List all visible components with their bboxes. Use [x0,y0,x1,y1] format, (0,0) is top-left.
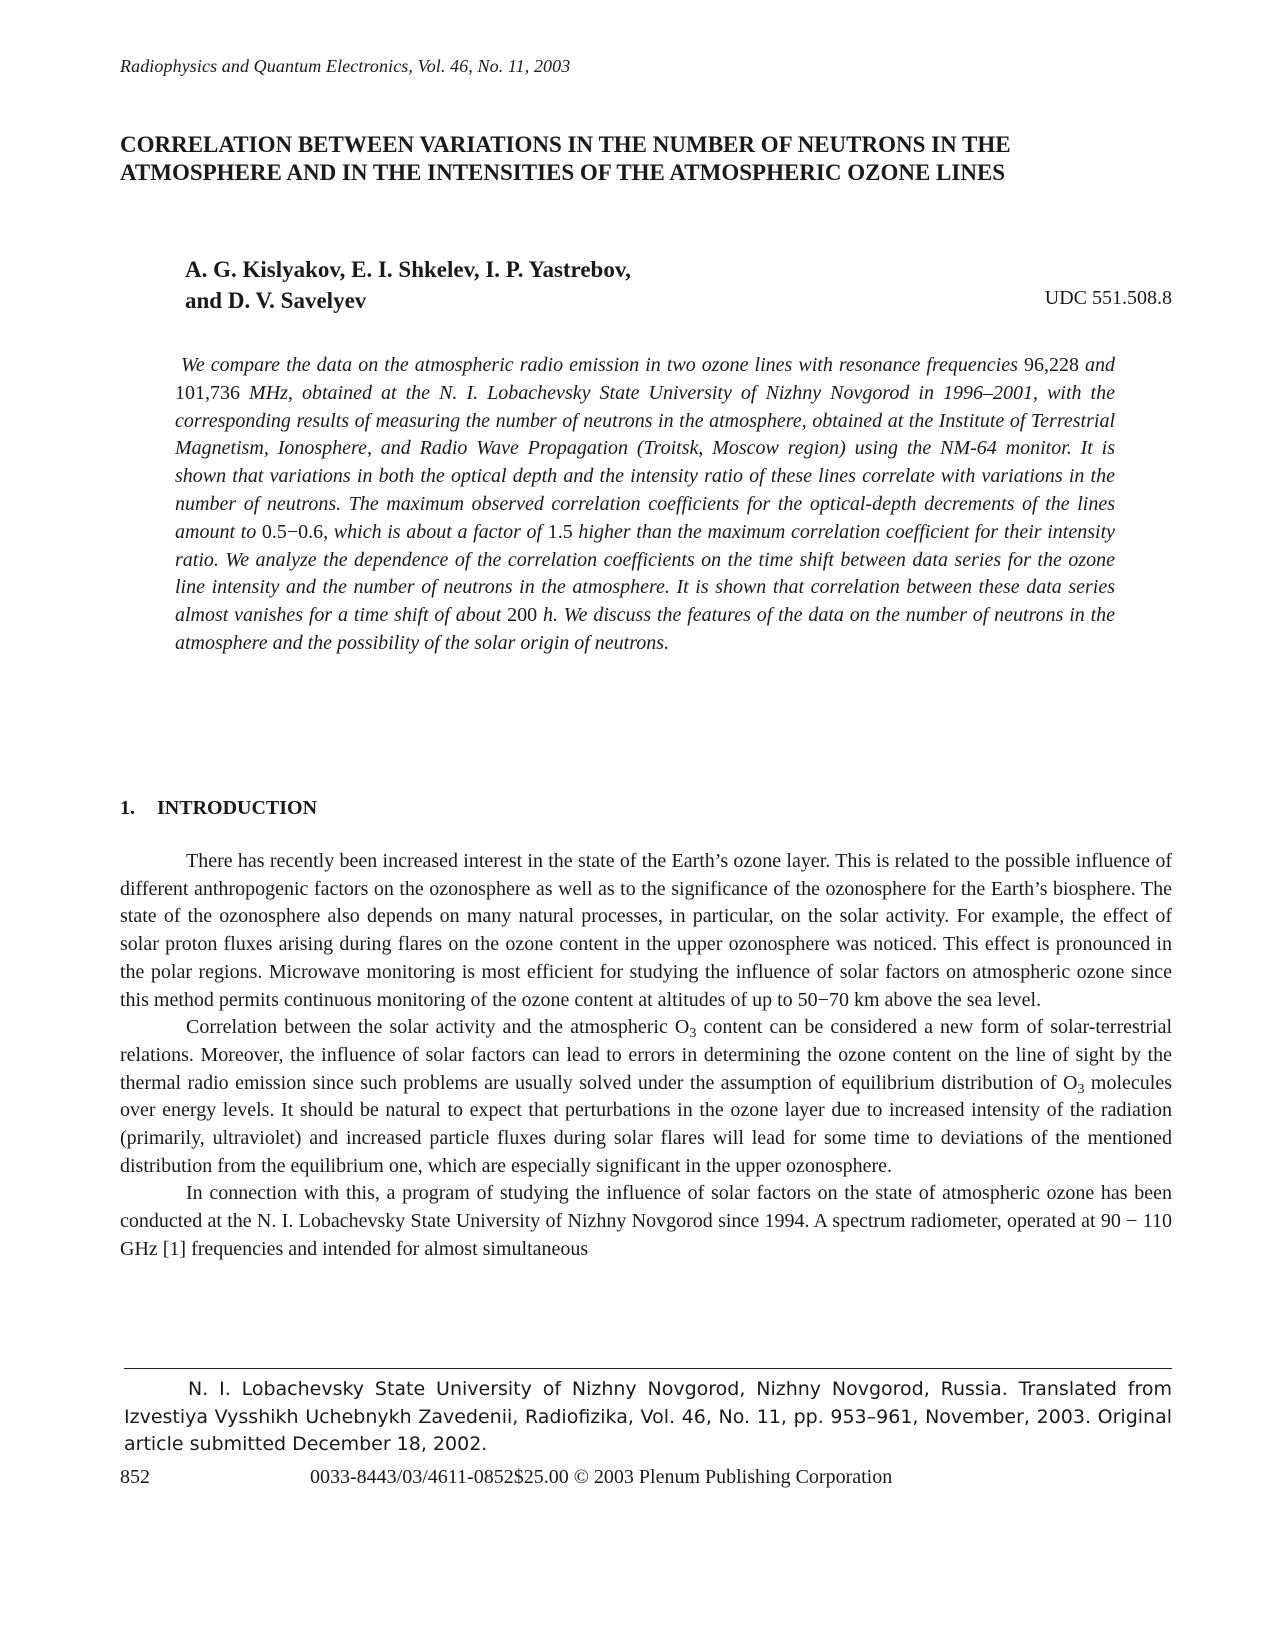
paragraph-2-part-a: Correlation between the solar activity and the atmospheric O [186,1016,690,1039]
time-shift: 200 [507,604,538,627]
abstract-text-1: We compare the data on the atmospheric radio emission in two ozone lines with resonance frequencies [181,354,1018,376]
correlation-range: 0.5−0.6 [261,520,324,543]
paragraph-2-part-b: content can be considered a new form of solar-terrestrial relations. Moreover, the influence of solar factors can lead to errors in determining the ozone content on the line of sight by the thermal radio emission since such problems are usually solved under the assumption of equilibrium distribution of O [120,1016,1172,1094]
section-number: 1. [120,797,135,819]
abstract-text-3: MHz, obtained at the N. I. Lobachevsky State University of Nizhny Novgorod in 1996–2001, with the corresponding results of measuring the number of neutrons in the atmosphere, obtained at the Institute of Terrestrial Magnetism, Ionosphere, and Radio Wave Propagation (Troitsk, Moscow region) using the NM-64 monitor. It is shown that variations in both the optical depth and the intensity ratio of these lines correlate with variations in the number of neutrons. The maximum observed correlation coefficients for the optical-depth decrements of the lines amount to [175,381,1115,543]
footnote: N. I. Lobachevsky State University of Nizhny Novgorod, Nizhny Novgorod, Russia. Translated from Izvestiya Vysshikh Uchebnykh Zavedenii, Radiofizika, Vol. 46, No. 11, pp. 953–961, November, 2003. Original article submitted December 18, 2002. [124,1378,1172,1455]
abstract [175,352,1115,658]
copyright-line: 0033-8443/03/4611-0852$25.00 © 2003 Plenum Publishing Corporation [310,1466,893,1488]
authors-line-2: and D. V. Savelyev [185,288,367,313]
abstract-text-2: and [1085,354,1116,376]
page-number: 852 [120,1466,150,1488]
correlation-factor: 1.5 [547,520,573,543]
paragraph-1: There has recently been increased interest in the state of the Earth’s ozone layer. This is related to the possible influence of different anthropogenic factors on the ozonosphere as well as to the significance of the ozonosphere for the Earth’s biosphere. The state of the ozonosphere also depends on many natural processes, in particular, on the solar activity. For example, the effect of solar proton fluxes arising during flares on the ozone content in the upper ozonosphere was noticed. This effect is pronounced in the polar regions. Microwave monitoring is most efficient for studying the influence of solar factors on atmospheric ozone since this method permits continuous monitoring of the ozone content at altitudes of up to 50−70 km above the sea level. [120,850,1172,1011]
frequency-2: 101,736 [175,381,240,404]
abstract-text-6: h. We discuss the features of the data on the number of neutrons in the atmosphere and the possibility of the solar origin of neutrons. [175,604,1116,654]
section-heading [120,797,317,820]
journal-header: Radiophysics and Quantum Electronics, Vol. 46, No. 11, 2003 [120,56,571,76]
abstract-text-4: , which is about a factor of [323,520,543,543]
subscript-3: 3 [1077,1081,1085,1097]
body-text [120,848,1172,1264]
section-title: INTRODUCTION [157,797,318,819]
paragraph-3: In connection with this, a program of studying the influence of solar factors on the state of atmospheric ozone has been conducted at the N. I. Lobachevsky State University of Nizhny Novgorod since 1994. A spectrum radiometer, operated at 90 − 110 GHz [1] frequencies and intended for almost simultaneous [120,1182,1172,1260]
footnote-divider [124,1368,1172,1369]
abstract-text-5: higher than the maximum correlation coefficient for their intensity ratio. We analyze the dependence of the correlation coefficients on the time shift between data series for the ozone line intensity and the number of neutrons in the atmosphere. It is shown that correlation between these data series almost vanishes for a time shift of about [175,520,1116,627]
paragraph-2 [120,1014,1172,1180]
article-title: CORRELATION BETWEEN VARIATIONS IN THE NUMBER OF NEUTRONS IN THE ATMOSPHERE AND IN THE INTENSITIES OF THE ATMOSPHERIC OZONE LINES [120,132,1011,185]
paragraph-2-part-c: molecules over energy levels. It should be natural to expect that perturbations in the ozone layer due to increased intensity of the radiation (primarily, ultraviolet) and increased particle fluxes during solar flares will lead for some time to deviations of the mentioned distribution from the equilibrium one, which are especially significant in the upper ozonosphere. [120,1071,1173,1177]
frequency-1: 96,228 [1023,354,1079,376]
author-list [185,254,631,316]
udc-code: UDC 551.508.8 [1044,287,1172,309]
subscript-3: 3 [689,1026,697,1042]
authors-line-1: A. G. Kislyakov, E. I. Shkelev, I. P. Yastrebov, [185,257,631,282]
